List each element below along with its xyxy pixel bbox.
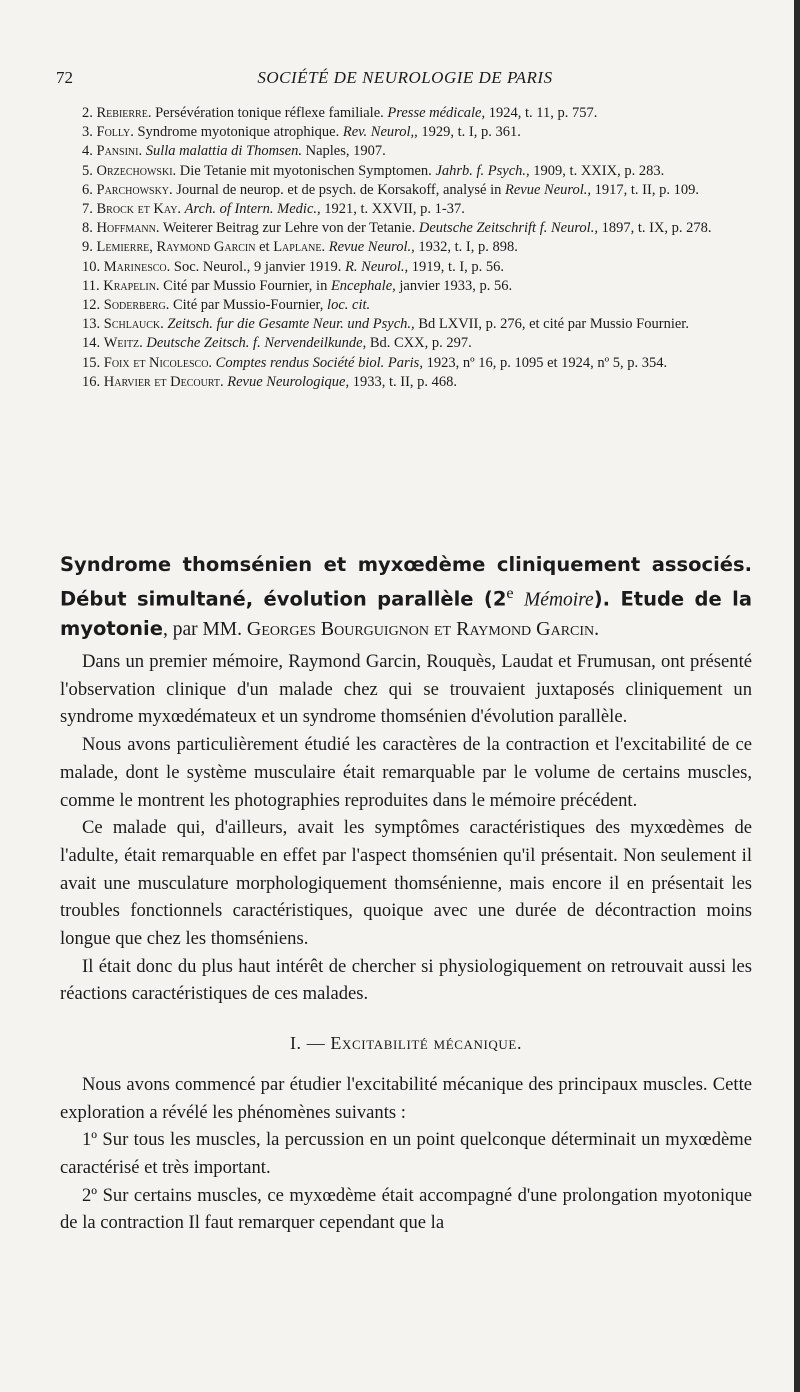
reference-detail: 1932, t. I, p. 898. (414, 239, 518, 256)
reference-item (60, 238, 752, 257)
reference-number: 15. (82, 354, 101, 371)
reference-number: 4. (82, 143, 93, 160)
reference-item (60, 123, 752, 142)
reference-detail: 1917, t. II, p. 109. (591, 181, 699, 198)
reference-source: Revue Neurologique, (227, 373, 350, 390)
section-paragraphs (60, 1071, 752, 1237)
reference-author: Lemierre, Raymond Garcin (96, 239, 256, 256)
reference-text: Cité par Mussio Fournier, in (159, 277, 331, 294)
reference-author: Krapelin. (103, 277, 160, 294)
reference-item (60, 296, 752, 315)
reference-number: 16. (82, 373, 101, 390)
reference-number: 7. (82, 201, 93, 218)
reference-item (60, 334, 752, 353)
reference-item (60, 200, 752, 219)
reference-source: Revue Neurol., (328, 239, 415, 256)
reference-author: Parchowsky. (96, 181, 173, 198)
running-header (56, 68, 754, 98)
reference-list (60, 104, 752, 392)
title-authors: Georges Bourguignon et Raymond Garcin. (246, 617, 600, 640)
reference-detail: 1924, t. 11, p. 757. (485, 105, 598, 121)
reference-detail: 1933, t. II, p. 468. (349, 373, 458, 390)
body-paragraph: Ce malade qui, d'ailleurs, avait les symptômes caractéristiques des myxœdèmes de l'adulte, était remarquable en effet par l'aspect thomsénien qu'il présentait. Non seulement il avait une musculature morphologiquement thomsénienne, mais encore il en présentait les troubles fonctionnels caractéristiques, quoique avec une durée de décontraction moins longue que chez les thomséniens. (60, 817, 752, 950)
title-subtitle: Etude de la myotonie (60, 587, 752, 640)
reference-text: Syndrome myotonique atrophique. (133, 124, 343, 141)
reference-source: R. Neurol., (345, 258, 409, 275)
title-memoire: Mémoire (524, 589, 594, 611)
reference-number: 10. (82, 258, 101, 275)
reference-author: Pansini. (96, 143, 143, 160)
reference-source: Deutsche Zeitsch. f. Nervendeilkunde, (146, 335, 367, 352)
reference-item (60, 162, 752, 181)
reference-item (60, 277, 752, 296)
reference-author: Weitz. (103, 335, 143, 352)
reference-number: 9. (82, 239, 93, 256)
reference-item (60, 104, 752, 123)
reference-text: Soc. Neurol., 9 janvier 1919. (170, 258, 346, 275)
reference-source: Encephale, (330, 277, 396, 294)
reference-item (60, 258, 752, 277)
section-paragraph: 1º Sur tous les muscles, la percussion en un point quelconque déterminait un myxœdème caractérisé et très important. (60, 1129, 752, 1178)
intro-paragraphs (60, 648, 752, 1008)
title-superscript: e (506, 584, 514, 602)
reference-detail: Bd. CXX, p. 297. (366, 335, 472, 352)
reference-number: 13. (82, 316, 101, 333)
reference-author: Foix et Nicolesco. (103, 354, 213, 371)
reference-detail: 1919, t. I, p. 56. (408, 258, 505, 275)
reference-source: Zeitsch. fur die Gesamte Neur. und Psych., (167, 316, 415, 333)
reference-author: Laplane. (273, 239, 326, 256)
reference-detail: 1897, t. IX, p. 278. (597, 220, 712, 237)
reference-source: Deutsche Zeitschrift f. Neurol., (418, 220, 598, 237)
reference-source: Revue Neurol., (504, 181, 592, 198)
reference-number: 3. (82, 124, 93, 141)
reference-number: 2. (82, 105, 93, 121)
reference-item (60, 354, 752, 373)
title-par: , par MM. (162, 618, 247, 640)
section-heading: I. — Excitabilité mécanique. (289, 1033, 523, 1054)
reference-source: Comptes rendus Société biol. Paris, (215, 354, 423, 371)
reference-item (60, 181, 752, 200)
reference-source: Jahrb. f. Psych., (435, 162, 530, 179)
reference-author: Soderberg. (103, 297, 170, 314)
reference-text: Cité par Mussio-Fournier, (169, 297, 328, 314)
title-close: ). (593, 587, 611, 611)
reference-text: Journal de neurop. et de psych. de Korsakoff, analysé in (172, 181, 505, 198)
reference-item (60, 373, 752, 392)
reference-number: 12. (82, 297, 101, 314)
reference-detail: 1909, t. XXIX, p. 283. (529, 162, 665, 179)
reference-author: Rebierre. (96, 105, 152, 121)
section-paragraph: 2º Sur certains muscles, ce myxœdème était accompagné d'une prolongation myotonique de la contraction Il faut remarquer cependant que la (60, 1184, 752, 1234)
section-paragraph: Nous avons commencé par étudier l'excitabilité mécanique des principaux muscles. Cette exploration a révélé les phénomènes suivants : (60, 1073, 752, 1123)
body-paragraph: Il était donc du plus haut intérêt de chercher si physiologiquement on retrouvait aussi les réactions caractéristiques de ces malades. (60, 955, 752, 1005)
reference-author: Hoffmann. (96, 220, 160, 237)
reference-source: Sulla malattia di Thomsen. (145, 143, 302, 160)
reference-detail: Naples, 1907. (302, 143, 386, 160)
body-paragraph: Dans un premier mémoire, Raymond Garcin, Rouquès, Laudat et Frumusan, ont présenté l'observation clinique d'un malade chez qui se trouvaient juxtaposés cliniquement un syndrome myxœdémateux et un syndrome thomsénien d'évolution parallèle. (60, 651, 752, 728)
reference-detail: 1923, nº 16, p. 1095 et 1924, nº 5, p. 354. (422, 354, 668, 371)
reference-source: Arch. of Intern. Medic., (184, 201, 321, 218)
article-title (60, 551, 752, 644)
reference-source: Rev. Neurol,, (342, 124, 418, 141)
reference-detail: Bd LXVII, p. 276, et cité par Mussio Fournier. (414, 316, 689, 333)
reference-author: Schlauck. (103, 316, 164, 333)
reference-item (60, 219, 752, 238)
reference-item (60, 315, 752, 334)
reference-text: Weiterer Beitrag zur Lehre von der Tetanie. (159, 220, 419, 237)
reference-source: Presse médicale, (387, 105, 486, 121)
reference-author: Orzechowski. (96, 162, 177, 179)
reference-item (60, 142, 752, 161)
reference-number: 11. (82, 277, 100, 294)
reference-author: Marinesco. (103, 258, 171, 275)
running-title: SOCIÉTÉ DE NEUROLOGIE DE PARIS (257, 68, 553, 87)
reference-detail: janvier 1933, p. 56. (395, 277, 513, 294)
scan-edge (794, 0, 800, 1392)
reference-detail: 1921, t. XXVII, p. 1-37. (320, 201, 465, 218)
reference-number: 5. (82, 162, 93, 179)
reference-detail: 1929, t. I, p. 361. (417, 124, 521, 141)
reference-number: 6. (82, 181, 93, 198)
reference-author: Folly. (96, 124, 134, 141)
title-main: Syndrome thomsénien et myxœdème cliniquement associés. Début simultané, évolution parallèle (2 (60, 553, 752, 611)
reference-text: Die Tetanie mit myotonischen Symptomen. (176, 162, 436, 179)
reference-number: 8. (82, 220, 93, 237)
page-number: 72 (56, 68, 73, 87)
reference-author: Brock et Kay. (96, 201, 182, 218)
reference-text: Persévération tonique réflexe familiale. (151, 105, 388, 121)
reference-author: Harvier et Decourt. (103, 373, 224, 390)
reference-source: loc. cit. (327, 297, 371, 314)
body-paragraph: Nous avons particulièrement étudié les caractères de la contraction et l'excitabilité de ce malade, dont le système musculaire était remarquable par le volume de certains muscles, comme le montrent les photographies reproduites dans le mémoire précédent. (60, 734, 752, 811)
reference-text: et (255, 239, 274, 256)
article-body (60, 648, 752, 1237)
reference-number: 14. (82, 335, 101, 352)
